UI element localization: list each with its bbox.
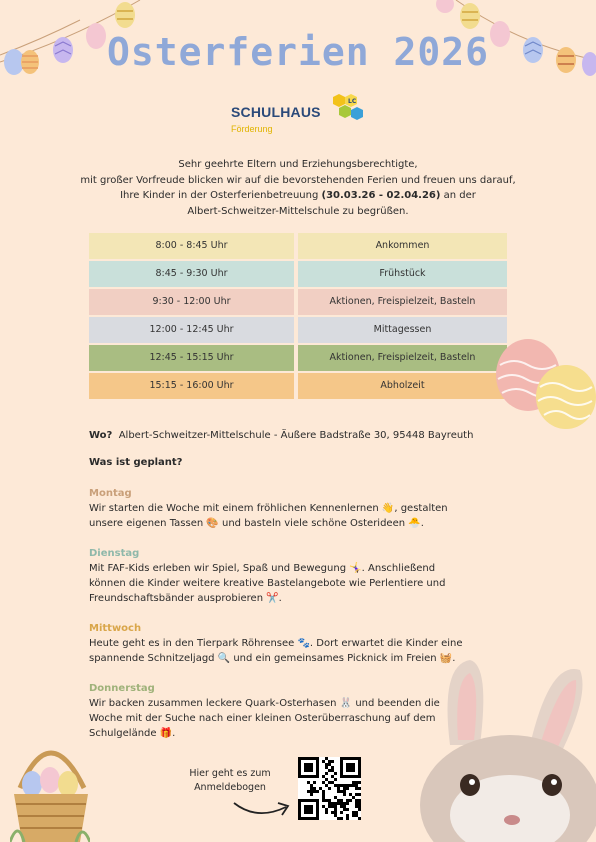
day-text-line: Freundschaftsbänder ausprobieren ✂️. (89, 593, 282, 604)
bunny-icon (400, 655, 596, 842)
day-section (89, 486, 519, 531)
schedule-time: 12:00 - 12:45 Uhr (89, 317, 294, 343)
day-title: Mittwoch (89, 623, 142, 634)
arrow-icon (232, 795, 294, 819)
day-text-line: Mit FAF-Kids erleben wir Spiel, Spaß und Bewegung 🤸‍♀️. Anschließend (89, 563, 436, 574)
intro-line-2: mit großer Vorfreude blicken wir auf die bevorstehenden Ferien und freuen uns darauf, (80, 174, 516, 186)
location (89, 430, 473, 441)
schedule-time: 8:45 - 9:30 Uhr (89, 261, 294, 287)
date-range: (30.03.26 - 02.04.26) (321, 190, 441, 201)
day-text-line: unsere eigenen Tassen 🎨 und basteln viele schöne Osterideen 🐣. (89, 518, 424, 529)
logo-name: SCHULHAUS (231, 104, 321, 120)
schedule-row (89, 345, 507, 371)
schedule-row (89, 289, 507, 315)
schedule-time: 9:30 - 12:00 Uhr (89, 289, 294, 315)
day-text-line: Wir backen zusammen leckere Quark-Osterhasen 🐰 und beenden die (89, 698, 440, 709)
schedule-table (89, 233, 507, 401)
day-title: Dienstag (89, 548, 140, 559)
registration-hint-line-1: Hier geht es zum (189, 768, 271, 779)
schedule-row (89, 233, 507, 259)
logo (231, 92, 371, 140)
registration-hint (176, 767, 284, 795)
schedule-activity: Frühstück (298, 261, 507, 287)
day-text-line: können die Kinder weitere kreative Bastelangebote wie Perlentiere und (89, 578, 446, 589)
schedule-time: 8:00 - 8:45 Uhr (89, 233, 294, 259)
page-title: Osterferien 2026 (106, 30, 490, 74)
intro-text (40, 157, 556, 219)
schedule-activity: Ankommen (298, 233, 507, 259)
intro-line-3: Ihre Kinder in der Osterferienbetreuung (30.03.26 - 02.04.26) an der (120, 190, 476, 201)
logo-subtitle: Förderung (231, 124, 273, 134)
day-text-line: Heute geht es in den Tierpark Röhrensee 🐾. Dort erwartet die Kinder eine (89, 638, 463, 649)
easter-basket-icon (10, 728, 90, 842)
schedule-activity: Aktionen, Freispielzeit, Basteln (298, 345, 507, 371)
intro-line-1: Sehr geehrte Eltern und Erziehungsberechtigte, (178, 159, 418, 170)
schedule-row (89, 261, 507, 287)
location-text: Albert-Schweitzer-Mittelschule - Äußere Badstraße 30, 95448 Bayreuth (118, 430, 474, 441)
schedule-activity: Abholzeit (298, 373, 507, 399)
day-section (89, 546, 519, 606)
day-text-line: spannende Schnitzeljagd 🔍 und ein gemeinsames Picknick im Freien 🧺. (89, 653, 456, 664)
day-text-line: Schulgelände 🎁. (89, 728, 176, 739)
hexagon-logo-icon (329, 92, 371, 126)
plan-heading: Was ist geplant? (89, 457, 183, 468)
easter-eggs-icon (490, 335, 596, 430)
registration-hint-line-2: Anmeldebogen (194, 782, 266, 793)
day-text-line: Woche mit der Suche nach einer kleinen Osterüberraschung auf dem (89, 713, 436, 724)
schedule-time: 15:15 - 16:00 Uhr (89, 373, 294, 399)
schedule-time: 12:45 - 15:15 Uhr (89, 345, 294, 371)
day-title: Donnerstag (89, 683, 155, 694)
day-title: Montag (89, 488, 132, 499)
intro-line-4: Albert-Schweitzer-Mittelschule zu begrüßen. (187, 205, 409, 217)
logo-badge: LC (348, 98, 357, 105)
schedule-row (89, 317, 507, 343)
schedule-activity: Mittagessen (298, 317, 507, 343)
day-text-line: Wir starten die Woche mit einem fröhlichen Kennenlernen 👋, gestalten (89, 503, 448, 514)
schedule-row (89, 373, 507, 399)
qr-code-icon[interactable] (298, 757, 361, 820)
location-label: Wo? (89, 430, 113, 441)
schedule-activity: Aktionen, Freispielzeit, Basteln (298, 289, 507, 315)
